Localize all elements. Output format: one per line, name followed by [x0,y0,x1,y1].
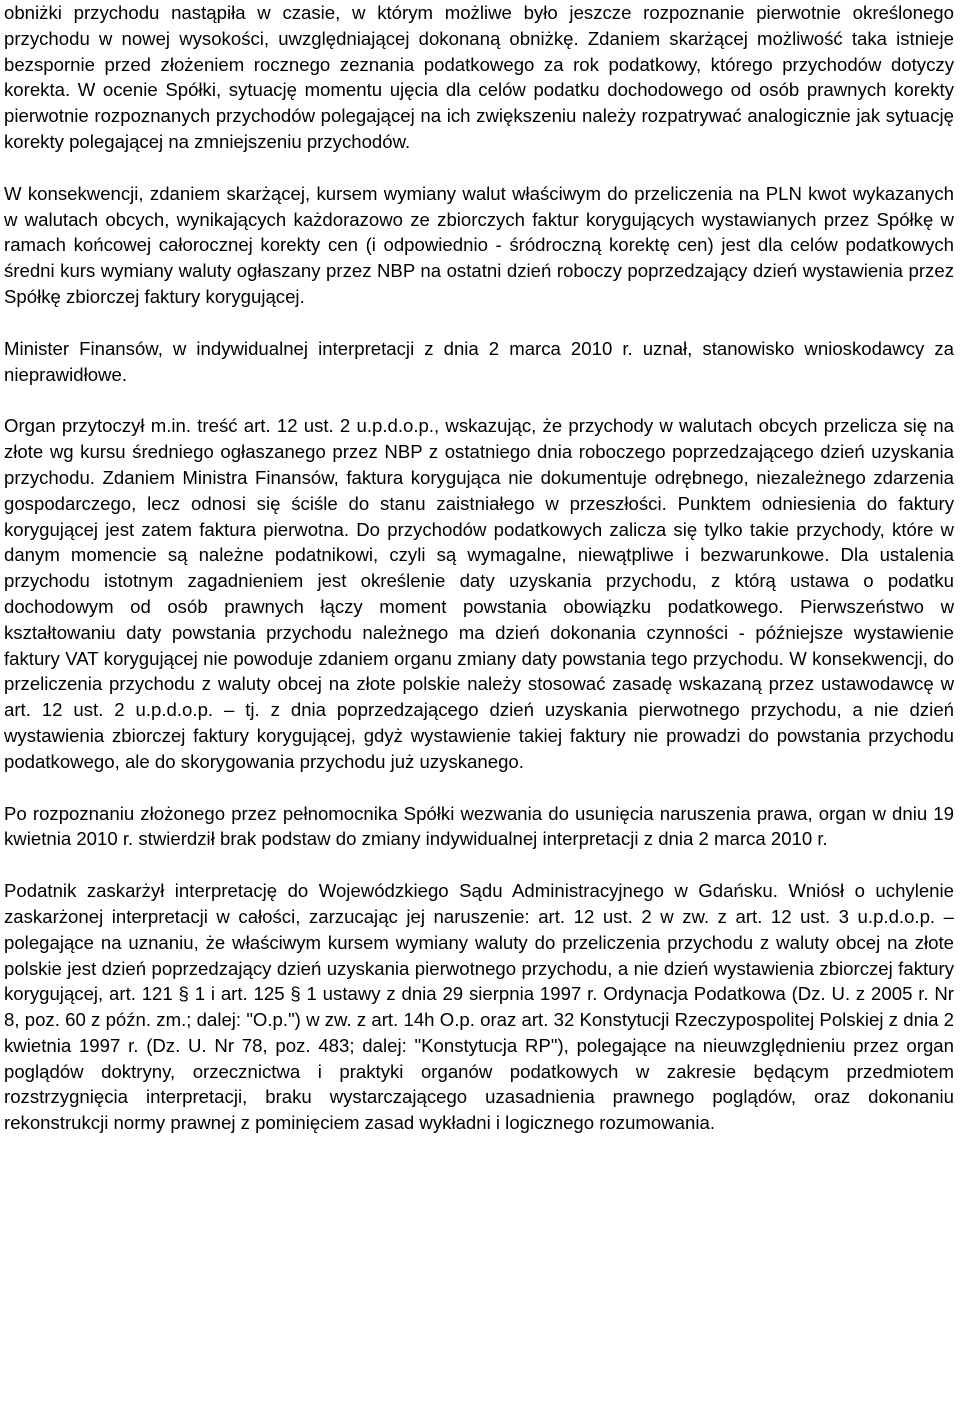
paragraph-3: Minister Finansów, w indywidualnej interpretacji z dnia 2 marca 2010 r. uznał, stanowisko wnioskodawcy za nieprawidłowe. [4,337,954,385]
paragraph-2: W konsekwencji, zdaniem skarżącej, kursem wymiany walut właściwym do przeliczenia na PLN kwot wykazanych w walutach obcych, wynikających każdorazowo ze zbiorczych faktur korygujących wystawianych przez Spółkę w ramach końcowej całorocznej korekty cen (i odpowiednio - śródroczną korektę cen) jest dla celów podatkowych średni kurs wymiany waluty ogłaszany przez NBP na ostatni dzień roboczy poprzedzający dzień wystawienia przez Spółkę zbiorczej faktury korygującej. [4,182,954,307]
paragraph-5: Po rozpoznaniu złożonego przez pełnomocnika Spółki wezwania do usunięcia naruszenia prawa, organ w dniu 19 kwietnia 2010 r. stwierdził brak podstaw do zmiany indywidualnej interpretacji z dnia 2 marca 2010 r. [4,802,954,850]
document-body [4,0,954,1136]
paragraph-6: Podatnik zaskarżył interpretację do Wojewódzkiego Sądu Administracyjnego w Gdańsku. Wniósł o uchylenie zaskarżonej interpretacji w całości, zarzucając jej naruszenie: art. 12 ust. 2 w zw. z art. 12 ust. 3 u.p.d.o.p. – polegające na uznaniu, że właściwym kursem wymiany waluty do przeliczenia przychodu z waluty obcej na złote polskie jest dzień poprzedzający dzień uzyskania pierwotnego przychodu, a nie dzień wystawienia zbiorczej faktury korygującej, art. 121 § 1 i art. 125 § 1 ustawy z dnia 29 sierpnia 1997 r. Ordynacja Podatkowa (Dz. U. z 2005 r. Nr 8, poz. 60 z późn. zm.; dalej: "O.p.") w zw. z art. 14h O.p. oraz art. 32 Konstytucji Rzeczypospolitej Polskiej z dnia 2 kwietnia 1997 r. (Dz. U. Nr 78, poz. 483; dalej: "Konstytucja RP"), polegające na nieuwzględnieniu przez organ poglądów doktryny, orzecznictwa i praktyki organów podatkowych w zakresie będącym przedmiotem rozstrzygnięcia interpretacji, braku wystarczającego uzasadnienia prawnego poglądów, oraz dokonaniu rekonstrukcji normy prawnej z pominięciem zasad wykładni i logicznego rozumowania. [4,880,954,1134]
paragraph-1: obniżki przychodu nastąpiła w czasie, w którym możliwe było jeszcze rozpoznanie pierwotnie określonego przychodu w nowej wysokości, uwzględniającej dokonaną obniżkę. Zdaniem skarżącej możliwość taka istnieje bezspornie przed złożeniem rocznego zeznania podatkowego za rok podatkowy, którego przychodów dotyczy korekta. W ocenie Spółki, sytuację momentu ujęcia dla celów podatku dochodowego od osób prawnych korekty pierwotnie rozpoznanych przychodów polegającej na ich zwiększeniu należy rozpatrywać analogicznie jak sytuację korekty polegającej na zmniejszeniu przychodów. [4,2,954,152]
paragraph-4: Organ przytoczył m.in. treść art. 12 ust. 2 u.p.d.o.p., wskazując, że przychody w walutach obcych przelicza się na złote wg kursu średniego ogłaszanego przez NBP z ostatniego dnia roboczego poprzedzającego dzień uzyskania przychodu. Zdaniem Ministra Finansów, faktura korygująca nie dokumentuje odrębnego, niezależnego zdarzenia gospodarczego, lecz odnosi się ściśle do stanu zaistniałego w przeszłości. Punktem odniesienia do faktury korygującej jest zatem faktura pierwotna. Do przychodów podatkowych zalicza się tylko takie przychody, które w danym momencie są należne podatnikowi, czyli są wymagalne, niewątpliwe i bezwarunkowe. Dla ustalenia przychodu istotnym zagadnieniem jest określenie daty uzyskania przychodu, z którą ustawa o podatku dochodowym od osób prawnych łączy moment powstania obowiązku podatkowego. Pierwszeństwo w kształtowaniu daty powstania przychodu należnego ma dzień dokonania czynności - późniejsze wystawienie faktury VAT korygującej nie powoduje zdaniem organu zmiany daty powstania tego przychodu. W konsekwencji, do przeliczenia przychodu z waluty obcej na złote polskie należy stosować zasadę wskazaną przez ustawodawcę w art. 12 ust. 2 u.p.d.o.p. – tj. z dnia poprzedzającego dzień uzyskania pierwotnego przychodu, a nie dzień wystawienia zbiorczej faktury korygującej, gdyż wystawienie takiej faktury nie prowadzi do powstania przychodu podatkowego, ale do skorygowania przychodu już uzyskanego. [4,415,954,772]
